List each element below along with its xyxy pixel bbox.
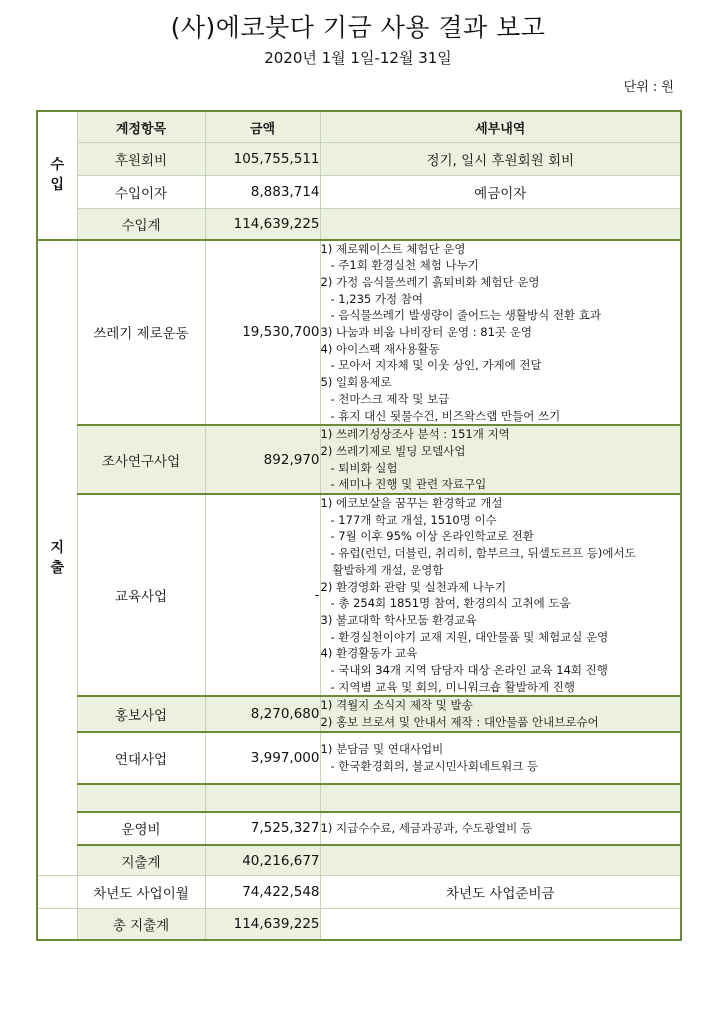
detail-line: - 세미나 진행 및 관련 자료구입 (330, 477, 487, 492)
amount-cell: 105,755,511 (205, 143, 320, 176)
item-cell: 교육사업 (77, 494, 205, 696)
detail-line: - 1,235 가정 참여 (330, 291, 423, 306)
item-cell: 수입이자 (77, 176, 205, 209)
detail-line: - 유럽(런던, 더블린, 취리히, 함부르크, 뒤셀도르프 등)에서도 (330, 546, 636, 561)
unit-label: 단위 : 원 (623, 80, 674, 95)
amount-cell: 8,270,680 (205, 696, 320, 731)
detail-line: 3) 나눔과 비움 나비장터 운영 : 81곳 운영 (320, 325, 532, 340)
detail-cell: 차년도 사업준비금 (320, 876, 681, 909)
detail-line: 3) 불교대학 학사모둠 환경교육 (320, 612, 477, 627)
detail-line: 2) 홍보 브로셔 및 안내서 제작 : 대안물품 안내브로슈어 (320, 715, 599, 730)
amount-cell: 3,997,000 (205, 732, 320, 784)
empty-cell (205, 784, 320, 812)
detail-line: 1) 제로웨이스트 체험단 운영 (320, 241, 466, 256)
amount-cell: 892,970 (205, 425, 320, 494)
item-cell: 후원회비 (77, 143, 205, 176)
detail-cell (320, 494, 681, 696)
detail-cell: 정기, 일시 후원회원 회비 (320, 143, 681, 176)
empty-cell (37, 876, 77, 909)
table-row (37, 143, 681, 176)
amount-cell: 114,639,225 (205, 209, 320, 240)
detail-line: 1) 지급수수료, 세금과공과, 수도광열비 등 (320, 821, 532, 836)
amount-cell: 7,525,327 (205, 812, 320, 845)
empty-cell (320, 784, 681, 812)
detail-cell (320, 696, 681, 731)
table-row (37, 240, 681, 426)
detail-line: 2) 쓰레기제로 빌딩 모델사업 (320, 443, 466, 458)
detail-cell (320, 812, 681, 845)
item-cell: 총 지출계 (77, 909, 205, 940)
detail-cell (320, 425, 681, 494)
report-title: (사)에코붓다 기금 사용 결과 보고 (170, 13, 546, 42)
detail-cell (320, 209, 681, 240)
detail-line: - 7월 이후 95% 이상 온라인학교로 전환 (330, 529, 534, 544)
amount-cell: 40,216,677 (205, 845, 320, 876)
detail-line: - 지역별 교육 및 회의, 미니워크숍 활발하게 진행 (330, 679, 575, 694)
detail-cell (320, 845, 681, 876)
section-label: 수 (50, 157, 65, 174)
detail-line: 4) 환경활동가 교육 (320, 646, 418, 661)
detail-line: - 177개 학교 개설, 1510명 이수 (330, 512, 497, 527)
amount-cell: 114,639,225 (205, 909, 320, 940)
item-cell: 지출계 (77, 845, 205, 876)
detail-line: - 모아서 지자체 및 이웃 상인, 가게에 전달 (330, 358, 542, 373)
spacer-row (37, 784, 681, 812)
grand-total-row (37, 909, 681, 940)
income-group (37, 111, 681, 240)
expense-section-cell (37, 240, 77, 876)
detail-cell (320, 909, 681, 940)
detail-cell (320, 240, 681, 426)
table-row (37, 876, 681, 909)
expense-group (37, 240, 681, 876)
amount-cell: 74,422,548 (205, 876, 320, 909)
empty-cell (37, 909, 77, 940)
closing-group (37, 876, 681, 940)
detail-line: 4) 아이스팩 재사용활동 (320, 341, 440, 356)
table-row (37, 176, 681, 209)
table-row (37, 732, 681, 784)
item-cell: 쓰레기 제로운동 (77, 240, 205, 426)
empty-cell (77, 784, 205, 812)
detail-line: - 천마스크 제작 및 보급 (330, 391, 450, 406)
detail-line: - 퇴비화 실험 (330, 460, 398, 475)
report-period: 2020년 1월 1일-12월 31일 (264, 49, 452, 67)
detail-line: 1) 격월지 소식지 제작 및 발송 (320, 698, 473, 713)
detail-line: 2) 환경영화 관람 및 실천과제 나누기 (320, 579, 507, 594)
item-cell: 차년도 사업이월 (77, 876, 205, 909)
item-cell: 운영비 (77, 812, 205, 845)
item-cell: 수입계 (77, 209, 205, 240)
amount-cell: - (205, 494, 320, 696)
detail-cell: 예금이자 (320, 176, 681, 209)
detail-line: - 음식물쓰레기 발생량이 줄어드는 생활방식 전환 효과 (330, 308, 601, 323)
table-row (37, 494, 681, 696)
detail-line: 2) 가정 음식물쓰레기 흙퇴비화 체험단 운영 (320, 274, 540, 289)
detail-line: 활발하게 개설, 운영함 (332, 562, 444, 577)
detail-line: - 한국환경회의, 불교시민사회네트워크 등 (330, 758, 539, 773)
detail-line: - 총 254회 1851명 참여, 환경의식 고취에 도움 (330, 596, 571, 611)
section-label: 지 (50, 539, 65, 556)
column-header-item: 계정항목 (77, 111, 205, 143)
amount-cell: 8,883,714 (205, 176, 320, 209)
table-row (37, 812, 681, 845)
detail-line: - 휴지 대신 됫물수건, 비즈왁스랩 만들어 쓰기 (330, 408, 561, 423)
section-label: 출 (50, 559, 65, 576)
section-label: 입 (50, 177, 65, 194)
income-section-cell (37, 111, 77, 240)
detail-line: 1) 분담금 및 연대사업비 (320, 742, 444, 757)
fund-report-table (36, 110, 682, 941)
item-cell: 조사연구사업 (77, 425, 205, 494)
column-header-amount: 금액 (205, 111, 320, 143)
detail-line: 5) 일회용제로 (320, 375, 392, 390)
detail-cell (320, 732, 681, 784)
table-row (37, 425, 681, 494)
item-cell: 홍보사업 (77, 696, 205, 731)
expense-subtotal-row (37, 845, 681, 876)
detail-line: - 환경실천이야기 교재 지원, 대안물품 및 체험교실 운영 (330, 629, 609, 644)
table-header-row (37, 111, 681, 143)
income-total-row (37, 209, 681, 240)
detail-line: - 국내외 34개 지역 담당자 대상 온라인 교육 14회 진행 (330, 663, 608, 678)
column-header-detail: 세부내역 (320, 111, 681, 143)
table-row (37, 696, 681, 731)
amount-cell: 19,530,700 (205, 240, 320, 426)
detail-line: 1) 쓰레기성상조사 분석 : 151개 지역 (320, 427, 510, 442)
detail-line: - 주1회 환경실천 체험 나누기 (330, 258, 479, 273)
item-cell: 연대사업 (77, 732, 205, 784)
detail-line: 1) 에코보살을 꿈꾸는 환경학교 개설 (320, 496, 503, 511)
